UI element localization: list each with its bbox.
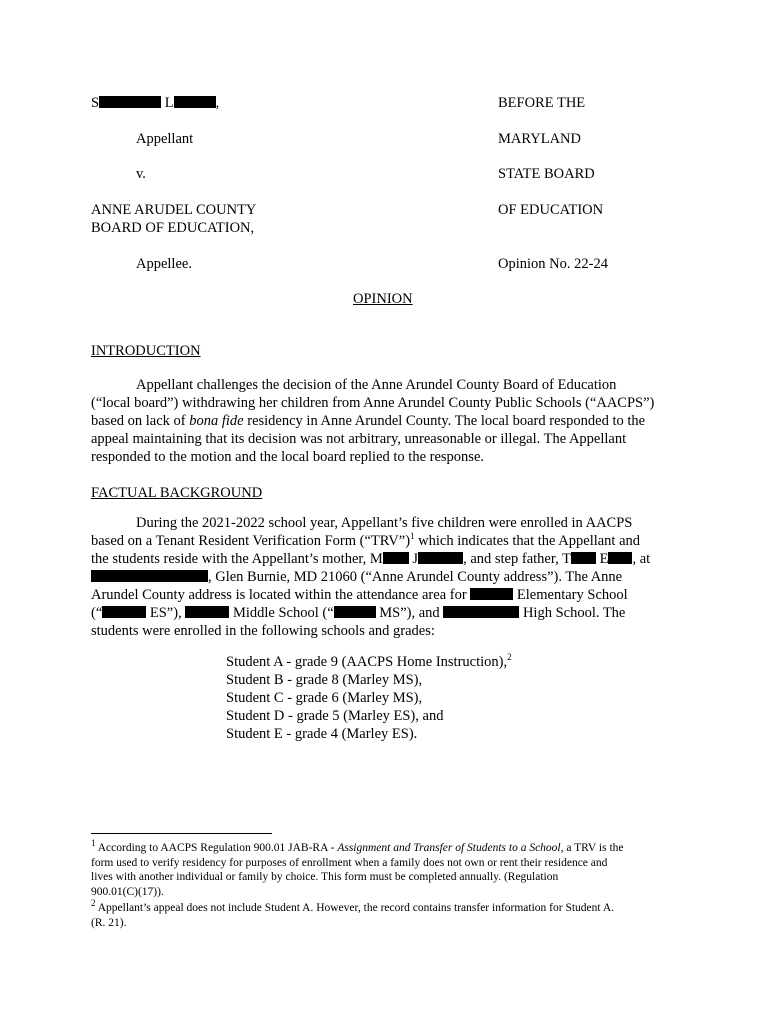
page-title: OPINION bbox=[353, 291, 413, 307]
list-item: Student A - grade 9 (AACPS Home Instruction),$^2$ bbox=[226, 652, 512, 670]
redaction-bar bbox=[443, 606, 519, 618]
list-item: Student E - grade 4 (Marley ES). bbox=[226, 726, 418, 742]
caption-right-line2: MARYLAND bbox=[498, 131, 581, 147]
introduction-heading: INTRODUCTION bbox=[91, 343, 201, 359]
introduction-paragraph: Appellant challenges the decision of the Anne Arundel County Board of Education (“local board”) withdrawing her children from Anne Arundel County Public Schools (“AACPS”) based on lack of bona fide residency in Anne Arundel County. The local board responded to the appeal maintaining that its decision was not arbitrary, unreasonable or illegal. The Appellant responded to the motion and the local board replied to the response. bbox=[91, 377, 655, 465]
footnote-ref-2: 2 bbox=[507, 652, 512, 663]
redaction-bar bbox=[418, 552, 463, 564]
factual-background-paragraph: During the 2021-2022 school year, Appellant’s five children were enrolled in AACPS based on a Tenant Resident Verification Form (“TRV”)$^1$ which indicates that the Appellant and the students reside with the Appellant’s mother, M J , and step father, T E , at , Glen Burnie, MD 21060 (“Anne Arundel County address”). The Anne Arundel County address is located within the attendance area for Elementary School (“ ES”), Middle School (“ MS”), and High School. The students were enrolled in the following schools and grades: bbox=[91, 515, 651, 639]
caption-right-line1: BEFORE THE bbox=[498, 95, 586, 111]
list-item: Student C - grade 6 (Marley MS), bbox=[226, 690, 423, 706]
caption-right-line4: OF EDUCATION bbox=[498, 202, 604, 218]
list-item: Student B - grade 8 (Marley MS), bbox=[226, 672, 423, 688]
student-list bbox=[226, 653, 512, 743]
versus-label: v. bbox=[136, 166, 146, 182]
appellant-role: Appellant bbox=[136, 131, 194, 147]
redaction-bar bbox=[608, 552, 632, 564]
redaction-bar bbox=[470, 588, 513, 600]
redaction-bar bbox=[91, 570, 208, 582]
redaction-bar bbox=[99, 96, 161, 108]
redaction-bar bbox=[571, 552, 596, 564]
redaction-bar bbox=[174, 96, 216, 108]
redaction-bar bbox=[185, 606, 229, 618]
redaction-bar bbox=[383, 552, 409, 564]
appellee-name-line2: BOARD OF EDUCATION, bbox=[91, 220, 255, 236]
caption-right-line3: STATE BOARD bbox=[498, 166, 595, 182]
factual-background-heading: FACTUAL BACKGROUND bbox=[91, 485, 263, 501]
appellee-role: Appellee. bbox=[136, 256, 192, 272]
footnote-ref-1: 1 bbox=[410, 531, 415, 542]
appellant-last-initial: L bbox=[164, 95, 174, 111]
footnote-divider bbox=[91, 833, 272, 834]
list-item: Student D - grade 5 (Marley ES), and bbox=[226, 708, 444, 724]
redaction-bar bbox=[334, 606, 376, 618]
footnote-1: $^1$ According to AACPS Regulation 900.01 JAB-RA - Assignment and Transfer of Students to a School, a TRV is the form used to verify residency for purposes of enrollment when a family does not own or rent their residence and lives with another individual or family by choice. This form must be completed annually. (Regulation 900.01(C)(17)). bbox=[91, 838, 624, 898]
footnote-2: $^2$ Appellant’s appeal does not include Student A. However, the record contains transfer information for Student A. (R. 21). bbox=[91, 898, 615, 929]
opinion-number: Opinion No. 22-24 bbox=[498, 256, 608, 272]
appellant-first-initial: S bbox=[91, 95, 100, 111]
appellant-name: S L , bbox=[91, 95, 220, 111]
redaction-bar bbox=[102, 606, 146, 618]
appellee-name-line1: ANNE ARUDEL COUNTY bbox=[91, 202, 257, 218]
